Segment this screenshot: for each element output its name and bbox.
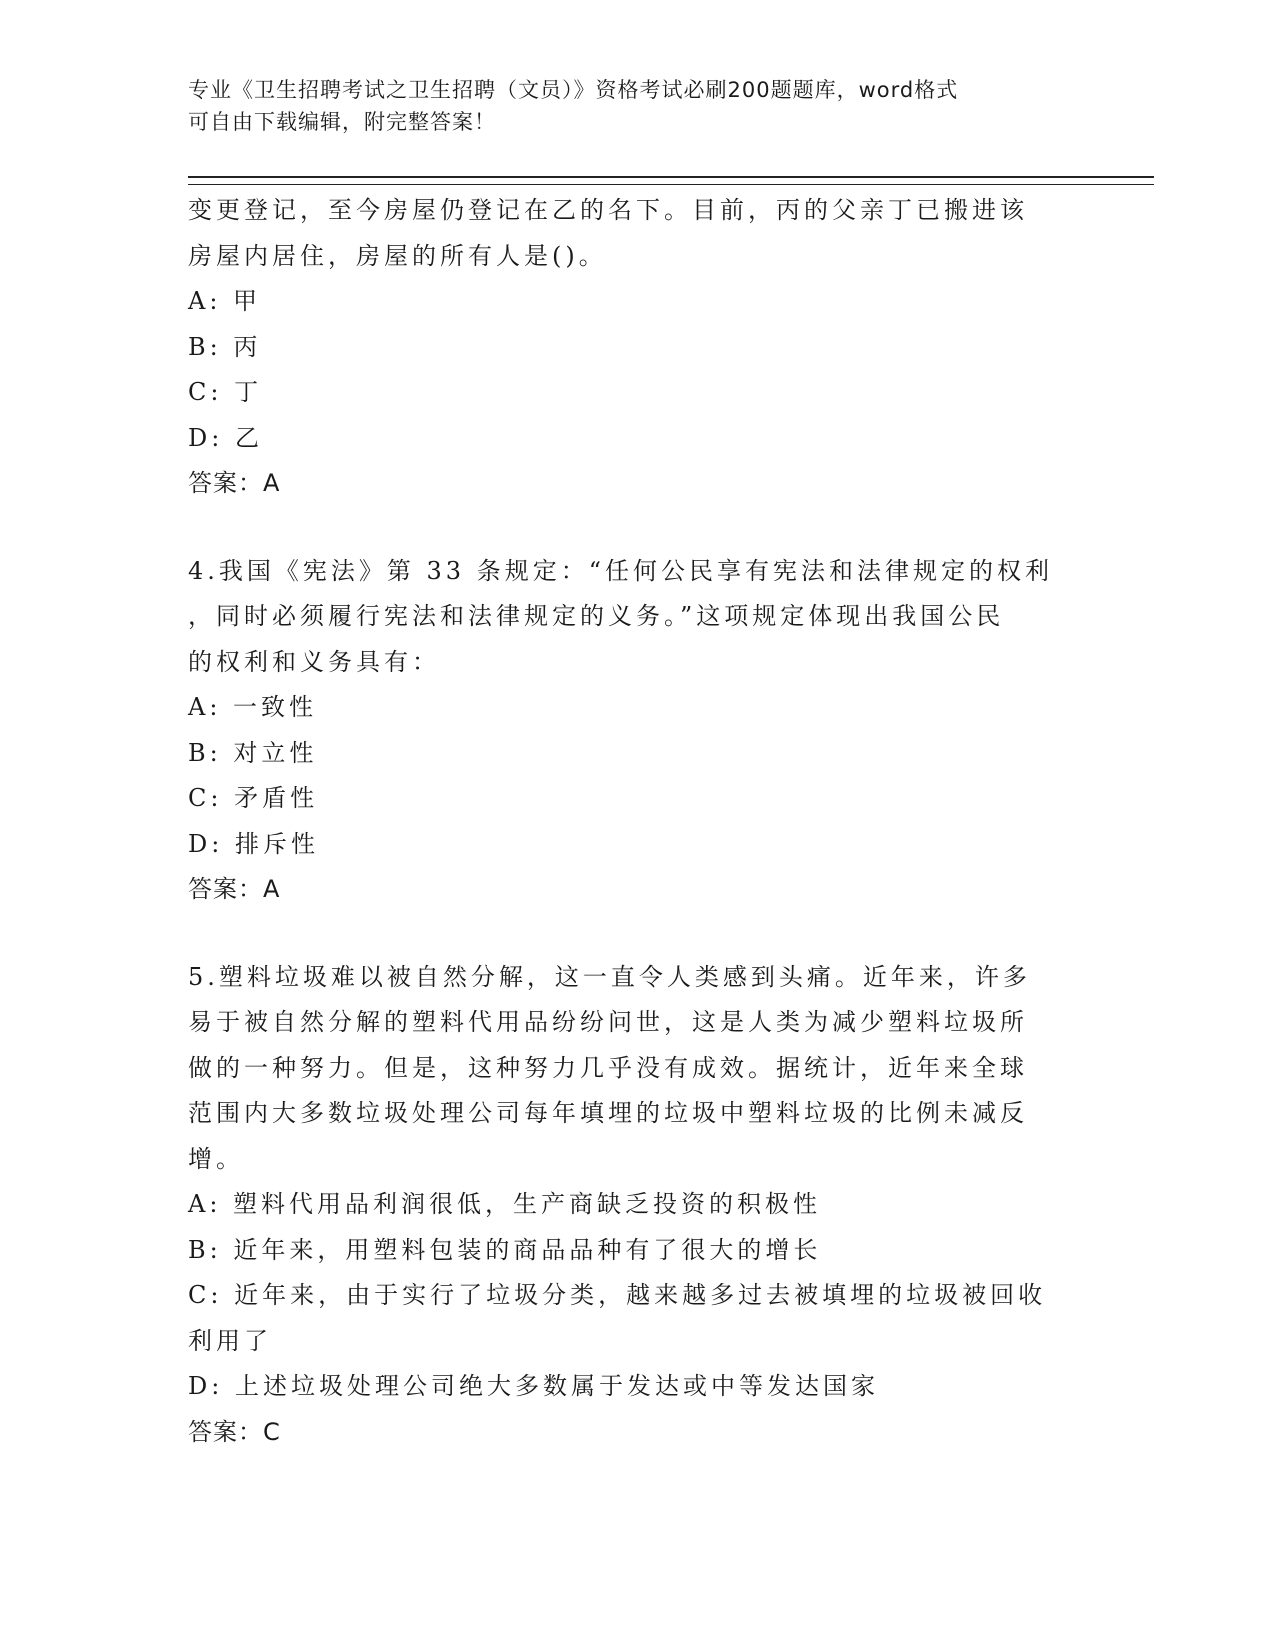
option-b: B: 丙	[188, 332, 262, 361]
answer-line: 答案：A	[188, 469, 281, 497]
document-header	[188, 74, 1088, 138]
option-d: D: 乙	[188, 423, 263, 452]
question-stem-line: 房屋内居住，房屋的所有人是()。	[188, 241, 607, 270]
option-a: A: 甲	[188, 287, 262, 315]
header-divider	[188, 176, 1154, 185]
question-stem-line: 增。	[188, 1144, 244, 1173]
option-c: C: 丁	[188, 378, 263, 406]
option-d: D: 上述垃圾处理公司绝大多数属于发达或中等发达国家	[188, 1372, 879, 1400]
option-d: D: 排斥性	[188, 829, 319, 858]
question-stem-line: 的权利和义务具有：	[188, 647, 440, 676]
spacer	[188, 913, 1088, 955]
option-c: C: 近年来，由于实行了垃圾分类，越来越多过去被填埋的垃圾被回收	[188, 1281, 1047, 1309]
option-a: A: 塑料代用品利润很低，生产商缺乏投资的积极性	[188, 1190, 822, 1218]
option-c: C: 矛盾性	[188, 784, 319, 812]
question-content	[188, 188, 1088, 1455]
answer-line: 答案：A	[188, 875, 281, 903]
question-stem-line: 范围内大多数垃圾处理公司每年填埋的垃圾中塑料垃圾的比例未减反	[188, 1099, 1028, 1127]
spacer	[188, 507, 1088, 549]
header-title-line-2: 可自由下载编辑，附完整答案！	[188, 110, 496, 134]
option-c-continued: 利用了	[188, 1326, 272, 1355]
question-4	[188, 549, 1088, 913]
header-title-line-1: 专业《卫生招聘考试之卫生招聘（文员）》资格考试必刷200题题库，word格式	[188, 78, 959, 102]
question-stem-line: 5.塑料垃圾难以被自然分解，这一直令人类感到头痛。近年来，许多	[188, 962, 1031, 991]
question-stem-line: 做的一种努力。但是，这种努力几乎没有成效。据统计，近年来全球	[188, 1053, 1028, 1082]
option-b: B: 近年来，用塑料包装的商品品种有了很大的增长	[188, 1235, 822, 1264]
question-stem-line: 易于被自然分解的塑料代用品纷纷问世，这是人类为减少塑料垃圾所	[188, 1008, 1028, 1036]
question-stem-line: 4.我国《宪法》第 33 条规定：“任何公民享有宪法和法律规定的权利	[188, 556, 1053, 585]
answer-line: 答案：C	[188, 1417, 281, 1446]
option-b: B: 对立性	[188, 738, 318, 767]
question-5	[188, 955, 1088, 1456]
question-stem-line: 变更登记，至今房屋仍登记在乙的名下。目前，丙的父亲丁已搬进该	[188, 196, 1028, 224]
question-3	[188, 188, 1088, 507]
option-a: A: 一致性	[188, 693, 318, 721]
question-stem-line: ，同时必须履行宪法和法律规定的义务。”这项规定体现出我国公民	[188, 602, 1005, 630]
